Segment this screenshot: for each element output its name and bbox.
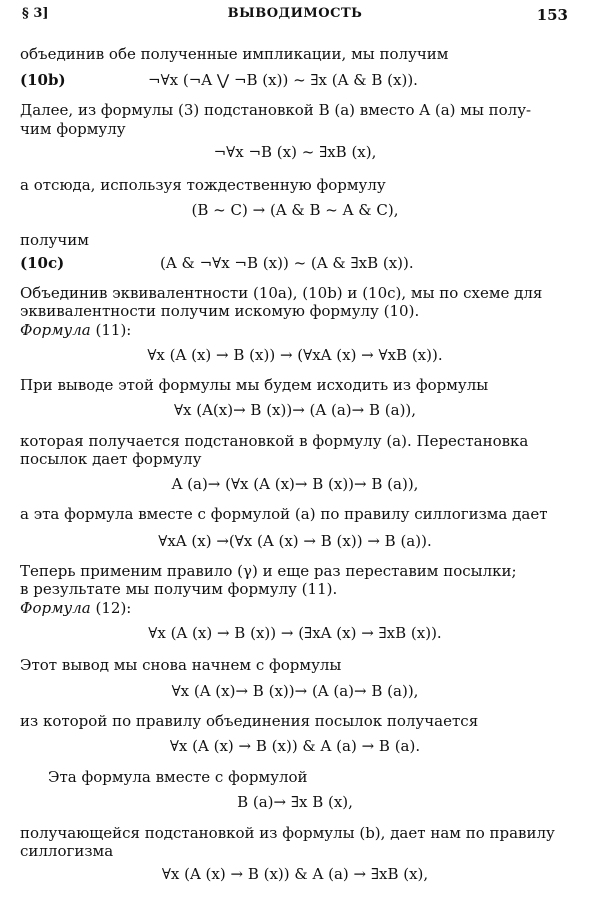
text-line: а эта формула вместе с формулой (a) по правилу силлогизма дает [20, 505, 548, 523]
text-line: Этот вывод мы снова начнем с формулы [20, 656, 342, 674]
formula-11: ∀x (A (x) → B (x)) → (∀xA (x) → ∀xB (x)). [147, 346, 443, 364]
text-line: объединив обе полученные импликации, мы получим [20, 45, 449, 63]
text-line: посылок дает формулу [20, 450, 202, 468]
formula-display: ∀x (A(x)→ B (x))→ (A (a)→ B (a)), [173, 401, 417, 419]
formula-10b: ¬∀x (¬A ⋁ ¬B (x)) ~ ∃x (A & B (x)). [148, 71, 418, 89]
text-line: которая получается подстановкой в формулу (a). Перестановка [20, 432, 529, 450]
formula-heading-11 [20, 320, 131, 340]
formula-heading-12 [20, 598, 131, 618]
text-line: Эта формула вместе с формулой [48, 768, 308, 786]
formula-10c: (A & ¬∀x ¬B (x)) ~ (A & ∃xB (x)). [160, 254, 414, 272]
formula-12: ∀x (A (x) → B (x)) → (∃xA (x) → ∃xB (x)). [148, 624, 442, 642]
text-line: получающейся подстановкой из формулы (b), дает нам по правилу [20, 824, 555, 842]
formula-display: ∀xA (x) →(∀x (A (x) → B (x)) → B (a)). [158, 532, 432, 550]
text-line: Далее, из формулы (3) подстановкой B (a) вместо A (a) мы полу- [20, 101, 532, 119]
text-line: из которой по правилу объединения посылок получается [20, 712, 479, 730]
formula-display: ¬∀x ¬B (x) ~ ∃xB (x), [213, 143, 377, 161]
text-line: в результате мы получим формулу (11). [20, 580, 338, 598]
formula-heading-number: (12): [95, 599, 132, 617]
running-title: ВЫВОДИМОСТЬ [227, 6, 363, 21]
text-line: Объединив эквивалентности (10a), (10b) и (10c), мы по схеме для [20, 284, 543, 302]
text-line: Теперь применим правило (γ) и еще раз переставим посылки; [20, 562, 517, 580]
running-section: § 3] [22, 6, 49, 21]
text-line: эквивалентности получим искомую формулу (10). [20, 302, 420, 320]
formula-display: ∀x (A (x) → B (x)) & A (a) → ∃xB (x), [161, 865, 429, 883]
formula-heading-label: Формула [20, 599, 91, 617]
formula-display: ∀x (A (x)→ B (x))→ (A (a)→ B (a)), [171, 682, 419, 700]
text-line: а отсюда, используя тождественную формулу [20, 176, 386, 194]
formula-tag-10c: (10c) [20, 254, 65, 272]
formula-tag-10b: (10b) [20, 71, 66, 89]
formula-heading-label: Формула [20, 321, 91, 339]
text-line: чим формулу [20, 120, 126, 138]
formula-display: (B ~ C) → (A & B ~ A & C), [191, 201, 399, 219]
text-line: силлогизма [20, 842, 114, 860]
formula-heading-number: (11): [95, 321, 132, 339]
text-line: получим [20, 231, 89, 249]
formula-display: ∀x (A (x) → B (x)) & A (a) → B (a). [169, 737, 421, 755]
page-number: 153 [536, 6, 568, 24]
formula-display: B (a)→ ∃x B (x), [237, 793, 353, 811]
text-line: При выводе этой формулы мы будем исходить из формулы [20, 376, 489, 394]
formula-display: A (a)→ (∀x (A (x)→ B (x))→ B (a)), [171, 475, 419, 493]
